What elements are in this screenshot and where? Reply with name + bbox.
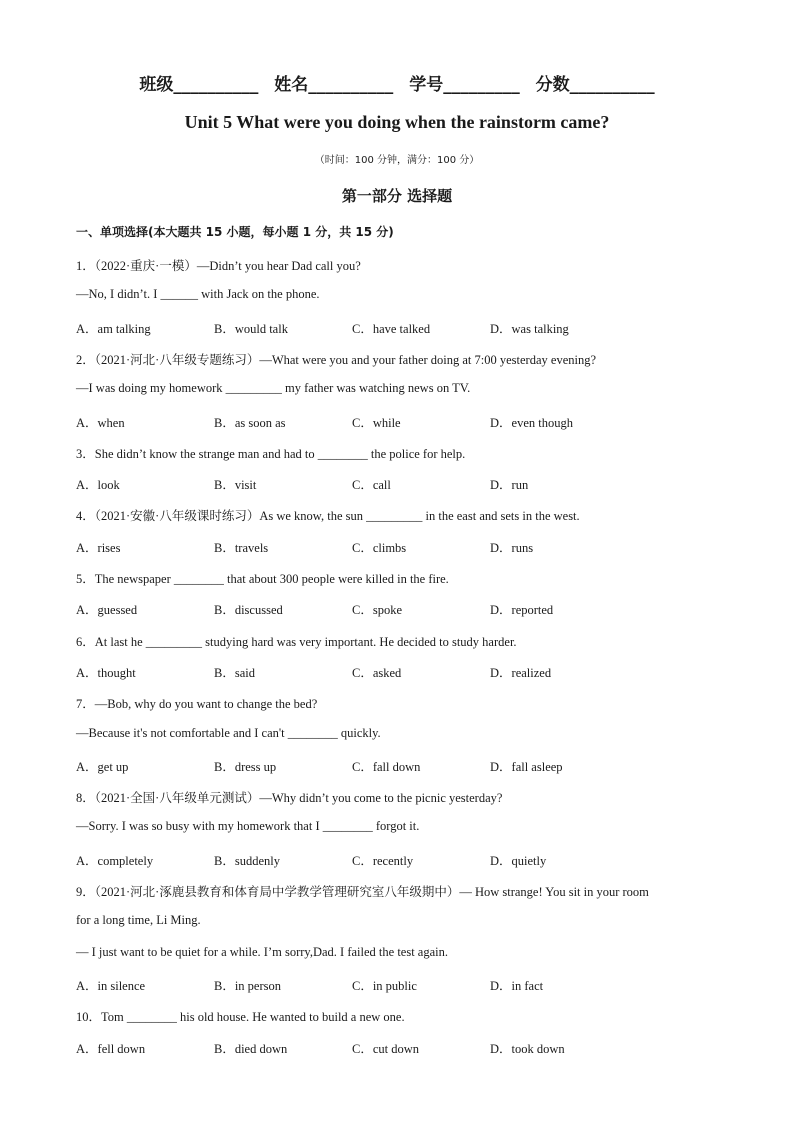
question-1-line-1: 1．（2022·重庆·一模）—Didn’t you hear Dad call you? [76,259,361,273]
question-3-option-a: A．look [76,478,120,493]
question-8-option-c: C．recently [352,853,414,868]
page-title: Unit 5 What were you doing when the rainstorm came? [184,112,610,132]
question-9-option-d: D．in fact [490,978,544,993]
question-4-option-d: D．runs [490,540,534,555]
question-2-option-d: D．even though [490,415,573,430]
question-6-option-c: C．asked [352,665,402,680]
question-10-option-a: A．fell down [76,1041,146,1056]
question-10-option-b: B．died down [214,1041,288,1056]
question-7-line-1: 7．—Bob, why do you want to change the bed? [76,697,318,712]
question-2-line-1: 2．（2021·河北·八年级专题练习）—What were you and your father doing at 7:00 yesterday evening? [76,352,597,367]
question-8-line-1: 8．（2021·全国·八年级单元测试）—Why didn’t you come to the picnic yesterday? [76,791,503,806]
question-4-option-a: A．rises [76,540,121,555]
question-3-option-b: B．visit [214,478,257,493]
question-6-option-d: D．realized [490,665,552,680]
question-2-option-c: C．while [352,415,401,430]
question-2-line-2: —I was doing my homework _________ my father was watching news on TV. [76,381,471,396]
question-6-option-a: A．thought [76,665,136,680]
question-2-option-a: A．when [76,415,125,430]
question-7-line-2: —Because it's not comfortable and I can't ________ quickly. [76,725,381,740]
question-1-option-a: A．am talking [76,321,151,336]
question-5-option-a: A．guessed [76,603,138,618]
question-5-option-c: C．spoke [352,603,403,618]
student-info-header [0,70,794,95]
question-8-option-a: A．completely [76,853,154,868]
question-3-option-d: D．run [490,478,529,493]
question-5-option-b: B．discussed [214,603,283,618]
question-9-line-3: — I just want to be quiet for a while. I’m sorry,Dad. I failed the test again. [76,944,448,959]
question-1-line-2: —No, I didn’t. I ______ with Jack on the phone. [76,287,320,302]
class-field: 班级__________ [139,75,259,95]
question-8-option-b: B．suddenly [214,853,280,868]
question-6-option-b: B．said [214,665,255,680]
question-1-option-c: C．have talked [352,321,431,336]
score-field: 分数__________ [535,75,655,95]
student-id-field: 学号_________ [409,75,520,95]
question-5-option-d: D．reported [490,603,554,618]
exam-info: （时间：100 分钟，满分：100 分） [314,155,480,166]
question-7-option-a: A．get up [76,759,129,774]
question-4-option-c: C．climbs [352,540,407,555]
question-6-line-1: 6．At last he _________ studying hard was very important. He decided to study harder. [76,634,517,649]
name-field: 姓名__________ [274,75,394,95]
question-1-option-d: D．was talking [490,321,569,336]
part-heading: 第一部分 选择题 [341,187,453,205]
question-9-line-2: for a long time, Li Ming. [76,913,201,928]
question-7-option-d: D．fall asleep [490,759,563,774]
question-4-line-1: 4．（2021·安徽·八年级课时练习）As we know, the sun _________ in the east and sets in the west. [76,509,580,524]
question-5-line-1: 5．The newspaper ________ that about 300 people were killed in the fire. [76,572,449,586]
question-9-option-c: C．in public [352,978,417,993]
question-7-option-b: B．dress up [214,759,277,774]
question-10-line-1: 10．Tom ________ his old house. He wanted to build a new one. [76,1010,405,1025]
question-4-option-b: B．travels [214,540,269,555]
question-10-option-d: D．took down [490,1041,565,1056]
question-3-option-c: C．call [352,478,391,493]
section-heading: 一、单项选择(本大题共 15 小题，每小题 1 分，共 15 分) [76,225,394,239]
question-9-option-b: B．in person [214,978,282,993]
question-1-option-b: B．would talk [214,321,288,336]
question-8-line-2: —Sorry. I was so busy with my homework that I ________ forgot it. [76,819,420,834]
question-2-option-b: B．as soon as [214,415,286,430]
question-3-line-1: 3．She didn’t know the strange man and had to ________ the police for help. [76,446,466,461]
question-8-option-d: D．quietly [490,853,547,868]
question-10-option-c: C．cut down [352,1041,420,1056]
question-9-line-1: 9．（2021·河北·涿鹿县教育和体育局中学教学管理研究室八年级期中）— How strange! You sit in your room [76,885,649,899]
question-9-option-a: A．in silence [76,978,146,993]
question-7-option-c: C．fall down [352,759,421,774]
